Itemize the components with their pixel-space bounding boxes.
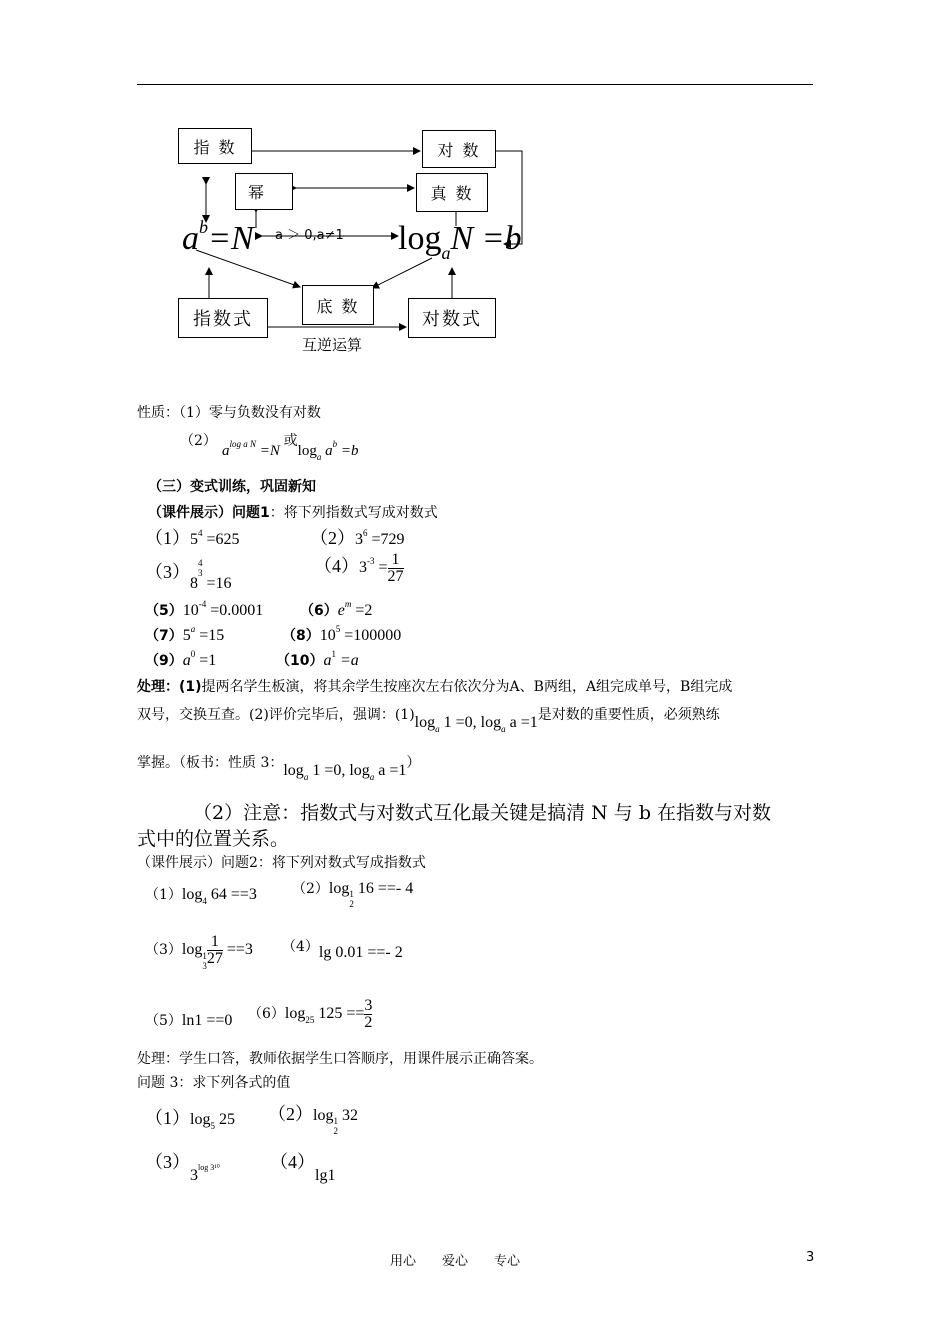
question-2-title: （课件展示）问题2：将下列对数式写成指数式 [137, 855, 426, 871]
q2-item-4: （4）lg 0.01 ==- 2 [282, 939, 403, 961]
question-1-title: （课件展示）问题1：将下列指数式写成对数式 [148, 505, 438, 521]
handling-1-line-1: 处理：(1)提两名学生板演，将其余学生按座次左右依次分为A、B两组，A组完成单号，B组完成 [137, 679, 733, 695]
q3-item-2: （2）log 1 2 32 [268, 1104, 358, 1137]
property-2-formula: $a^{log a N} =N$ 或$\log_a a^b =b$ [222, 433, 359, 462]
q1-item-5: $(5)10^{-4} =0.0001$ [145, 599, 264, 619]
q3-item-4: （4）lg1 [270, 1152, 336, 1184]
equation-exponential: $a^b=N$ [182, 217, 254, 257]
q1-item-7: $(7)5^a =15$ [145, 624, 225, 644]
box-logarithm: 对 数 [422, 130, 496, 168]
q1-item-8: $(8)10^5 =100000$ [282, 624, 402, 644]
handling-1-line-2: 双号，交换互查。(2)评价完毕后，强调：$(1)\log_a$ 1 =0, $\log_a a =1$是对数的重要性质，必须熟练 [137, 707, 720, 734]
box-base: 底 数 [302, 285, 374, 325]
property-1: 性质：（1）零与负数没有对数 [137, 405, 321, 421]
property-2: （2） [180, 433, 217, 449]
q3-item-3: （3）3log 3¹⁰ [145, 1152, 220, 1184]
handling-1-line-3: 掌握。（板书：性质 3：$\log_a 1 =0$, $\log_a a =1$） [137, 755, 421, 782]
q1-item-1: $(1)5^4 =625$ [145, 528, 240, 548]
note-line-2: 式中的位置关系。 [137, 828, 290, 850]
q1-item-4: $(4)3^{-3}$ = $\frac{1}{27}$ [314, 551, 404, 585]
q3-item-1: $(1)\log_5$ 25 [145, 1108, 235, 1131]
condition-label: a ＞ 0,a≠1 [275, 228, 344, 243]
box-log-form: 对数式 [408, 298, 496, 338]
q2-item-1: $(1)\log_4$ 64 ==3 [145, 886, 257, 906]
inverse-label: 互逆运算 [302, 336, 363, 354]
footer-motto: 用心 爱心 专心 [390, 1254, 521, 1269]
q1-item-2: $(2)3^6 =729$ [310, 528, 405, 548]
q1-item-10: $(10)a^1 =a$ [276, 649, 359, 669]
handling-2: 处理：学生口答，教师依据学生口答顺序，用课件展示正确答案。 [137, 1051, 543, 1067]
page-number: 3 [806, 1250, 815, 1265]
q1-item-6: $(6)e^m =2$ [300, 599, 373, 619]
box-exp-form: 指数式 [178, 298, 268, 338]
section-3-title: （三）变式训练，巩固新知 [148, 479, 316, 495]
question-3-title: 问题 3：求下列各式的值 [137, 1075, 291, 1091]
box-power: 幂 [235, 173, 293, 210]
q2-item-3: （3）log 1 3 $\frac{1}{27}$ ==3 [145, 933, 253, 971]
q2-item-2: （2）log 1 2 16 ==- 4 [292, 880, 414, 910]
note-line-1: （2）注意：指数式与对数式互化最关键是搞清 N 与 b 在指数与对数 [193, 802, 772, 824]
q2-item-5: （5）ln1 ==0 [145, 1012, 233, 1029]
box-true-number: 真 数 [416, 173, 488, 212]
equation-logarithmic: $\log_aN =b$ [398, 220, 522, 263]
q1-item-9: $(9)a^0 =1$ [145, 649, 217, 669]
box-exponent: 指 数 [178, 128, 252, 164]
arrow-loga-base [372, 258, 432, 288]
q2-item-6: $(6)\log_{25}$ 125 == $\frac{3}{2}$ [248, 997, 373, 1031]
q1-item-3: （3）8 4 3 =16 [145, 558, 232, 592]
